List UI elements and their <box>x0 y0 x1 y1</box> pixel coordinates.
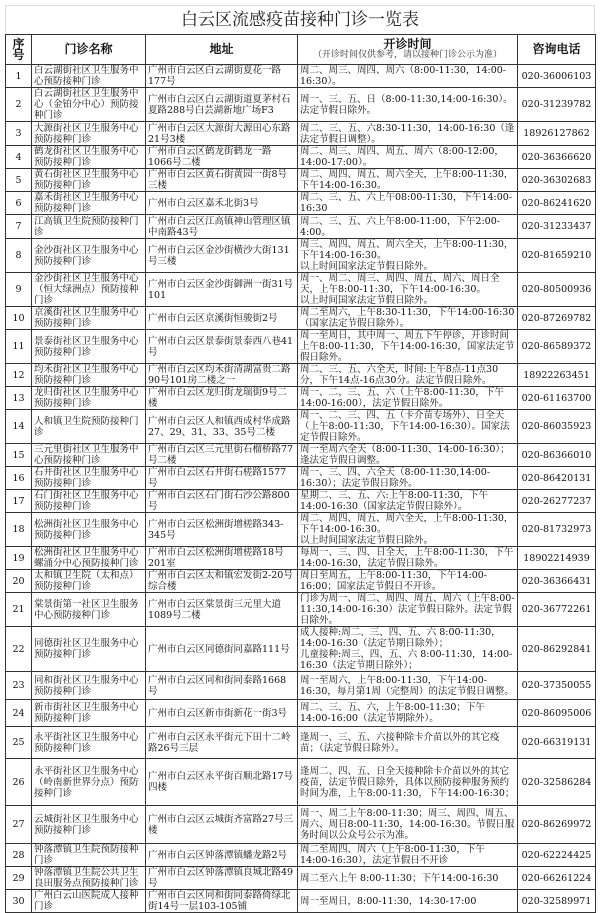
cell-seq: 15 <box>6 444 32 467</box>
cell-seq: 28 <box>6 844 32 867</box>
cell-hours: 周二、三、五、六，上午8:00-11:30；下午14:00-16:00（法定节期除外）。 <box>298 700 518 727</box>
table-row <box>6 806 596 844</box>
cell-name: 太和镇卫生院（太和点）预防接种门诊 <box>32 570 146 593</box>
cell-seq: 8 <box>6 239 32 273</box>
cell-address: 广州市白云区松洲街增槎路343-345号 <box>146 513 298 547</box>
cell-phone: 020-80500936 <box>518 273 596 307</box>
cell-hours: 周一至周日，8:00-11:30，14:30-17:00 <box>298 890 518 913</box>
table-row <box>6 444 596 467</box>
cell-seq: 20 <box>6 570 32 593</box>
cell-seq: 18 <box>6 513 32 547</box>
header-hours-note: （开诊时间仅供参考，请以接种门诊公示为准） <box>312 49 502 60</box>
cell-name: 金沙街社区卫生服务中心预防接种门诊 <box>32 239 146 273</box>
cell-seq: 19 <box>6 547 32 570</box>
header-hours <box>298 35 518 65</box>
cell-hours: 周二至周六，上午8:30-11:30，下午14:00-16:30（国家法定节假日除外）。 <box>298 307 518 330</box>
cell-seq: 29 <box>6 867 32 890</box>
cell-name: 景泰街社区卫生服务中心预防接种门诊 <box>32 330 146 364</box>
cell-hours: 周一至周六全天（8:00-11:30、14:00-16:30）；逢法定节假日调整。 <box>298 444 518 467</box>
cell-name: 云城街社区卫生服务中心预防接种门诊 <box>32 806 146 844</box>
cell-seq: 5 <box>6 169 32 192</box>
cell-hours: 周一、周二上午8:00-11:30；周三、周四、周五、周六、周日8:00-11:30，14:00-16:30。节假日服务时间以公众号公示为准。 <box>298 806 518 844</box>
cell-name: 三元里街社区卫生服务中心预防接种门诊 <box>32 444 146 467</box>
cell-address: 广州市白云区石门街石沙公路800号 <box>146 490 298 513</box>
cell-seq: 10 <box>6 307 32 330</box>
cell-address: 广州市白云区棠景街三元里大道1089号二楼 <box>146 593 298 627</box>
cell-phone: 020-32589971 <box>518 890 596 913</box>
table-row <box>6 88 596 122</box>
cell-hours: 周二、三、五、六8:30-11:30，14:00-16:30（逢法定节假日调整）。 <box>298 122 518 146</box>
table-row <box>6 890 596 913</box>
cell-seq: 17 <box>6 490 32 513</box>
cell-hours: 周日至周五，上午8:00-11:30，下午14:00-16:00；国家法定节假日不开诊。 <box>298 570 518 593</box>
header-name: 门诊名称 <box>32 35 146 65</box>
cell-address: 广州市白云区永平街百顺北路17号四楼 <box>146 759 298 806</box>
cell-name: 广州白云山医院成人接种门诊 <box>32 890 146 913</box>
cell-hours: 周一至周日，其中周一、周五下午停诊，开诊时间上午8:00-11:30，下午14:00-16:30，国家法定节假日除外。 <box>298 330 518 364</box>
cell-seq: 1 <box>6 65 32 88</box>
cell-address: 广州市白云区大源街大源田心东路21号3楼 <box>146 122 298 146</box>
table-row <box>6 759 596 806</box>
table-row <box>6 169 596 192</box>
cell-phone: 020-26277237 <box>518 490 596 513</box>
table-row <box>6 490 596 513</box>
cell-phone: 18902214939 <box>518 547 596 570</box>
cell-seq: 9 <box>6 273 32 307</box>
cell-hours: 周三、周四、周五、周六全天，上午8:00-11:30，下午14:00-16:30。 以上时间国家法定节假日除外。 <box>298 239 518 273</box>
table-row <box>6 844 596 867</box>
table-row <box>6 627 596 672</box>
cell-phone: 020-32586284 <box>518 759 596 806</box>
cell-address: 广州市白云区钟落潭镇蟠龙路2号 <box>146 844 298 867</box>
cell-hours: 周二、三、五、六上午08:00-11:30，下午14:00-16:30 <box>298 192 518 215</box>
cell-name: 鹤龙街社区卫生服务中心预防接种门诊 <box>32 146 146 169</box>
cell-phone: 020-37350055 <box>518 672 596 700</box>
cell-seq: 14 <box>6 410 32 444</box>
cell-seq: 12 <box>6 364 32 387</box>
cell-phone: 020-86292841 <box>518 627 596 672</box>
cell-phone: 020-61163700 <box>518 387 596 410</box>
cell-seq: 23 <box>6 672 32 700</box>
cell-address: 广州市白云区江高镇神山管理区镇中南路43号 <box>146 215 298 239</box>
cell-name: 同和街社区卫生服务中心预防接种门诊 <box>32 672 146 700</box>
cell-seq: 3 <box>6 122 32 146</box>
cell-seq: 24 <box>6 700 32 727</box>
table-row <box>6 65 596 88</box>
table-row <box>6 547 596 570</box>
cell-address: 广州市白云区金沙街御洲一街31号101 <box>146 273 298 307</box>
header-address: 地址 <box>146 35 298 65</box>
cell-hours: 周一、二、三、五、六（上午8:00-11:30，下午14:00-16:00），法定节假日除外。 <box>298 387 518 410</box>
cell-hours: 周一、二、三、四、五（卡介苗专场外）、日全天（上午8:00-11:30，下午14:00-16:30）。国家法定节假日除外。 <box>298 410 518 444</box>
table-row <box>6 513 596 547</box>
clinic-table <box>5 34 596 913</box>
cell-address: 广州市白云区云城街齐富路27号三楼 <box>146 806 298 844</box>
table-row <box>6 307 596 330</box>
cell-address: 广州市白云区石井街石槎路1577号 <box>146 467 298 490</box>
cell-name: 大源街社区卫生服务中心预防接种门诊 <box>32 122 146 146</box>
cell-address: 广州市白云区白云湖街夏花一路177号 <box>146 65 298 88</box>
sheet-title: 白云区流感疫苗接种门诊一览表 <box>5 5 595 34</box>
cell-name: 永平街社区卫生服务中心（岭南新世界分点）预防接种门诊 <box>32 759 146 806</box>
cell-seq: 11 <box>6 330 32 364</box>
cell-name: 钟落潭镇卫生院公共卫生良田服务点预防接种门诊 <box>32 867 146 890</box>
table-header-row <box>6 35 596 65</box>
cell-phone: 020-86589372 <box>518 330 596 364</box>
cell-hours: 成人接种:周二、三、四、五、六 8:00-11:30，14:00-16:30（法定节期日除外）； 儿童接种:周三、四、五、六 8:00-11:30，14:00-16:30（法定节期日除外）； <box>298 627 518 672</box>
cell-phone: 020-36006103 <box>518 65 596 88</box>
cell-address: 广州市白云区京溪街恒骏街2号 <box>146 307 298 330</box>
cell-name: 京溪街社区卫生服务中心预防接种门诊 <box>32 307 146 330</box>
cell-phone: 020-87269782 <box>518 307 596 330</box>
cell-hours: 周二、周四、周五、周六全天，上午8:00-11:30，下午14:00-16:30。 以上时间国家法定节假日除外。 <box>298 513 518 547</box>
cell-address: 广州市白云区太和镇宏发街2-20号综合楼 <box>146 570 298 593</box>
cell-phone: 020-66261224 <box>518 867 596 890</box>
cell-name: 黄石街社区卫生服务中心预防接种门诊 <box>32 169 146 192</box>
cell-name: 松洲街社区卫生服务中心预防接种门诊 <box>32 513 146 547</box>
cell-address: 广州市白云区景泰街景泰西八巷41号 <box>146 330 298 364</box>
cell-name: 石门街社区卫生服务中心预防接种门诊 <box>32 490 146 513</box>
cell-name: 棠景街第一社区卫生服务中心预防接种门诊 <box>32 593 146 627</box>
cell-address: 广州市白云区鹤龙街鹤龙一路1066号二楼 <box>146 146 298 169</box>
cell-hours: 周二、周三、周四、周五、周六（8:00-12:00，14:00-17:00）。 <box>298 146 518 169</box>
cell-address: 广州市白云区龙归街龙瑞街9号二楼 <box>146 387 298 410</box>
cell-address: 广州市白云区同德街同嘉路111号 <box>146 627 298 672</box>
cell-name: 石井街社区卫生服务中心预防接种门诊 <box>32 467 146 490</box>
cell-seq: 30 <box>6 890 32 913</box>
cell-name: 人和镇卫生院预防接种门诊 <box>32 410 146 444</box>
cell-hours: 周一、三、五、日（8:00-11:30,14:00-16:30）。法定节假日除外。 <box>298 88 518 122</box>
cell-seq: 21 <box>6 593 32 627</box>
cell-phone: 18922263451 <box>518 364 596 387</box>
cell-hours: 周二、周四、周五、周六全天，上午8:00-11:30，下午14:00-16:30。 <box>298 169 518 192</box>
cell-phone: 020-36366431 <box>518 570 596 593</box>
cell-name: 松洲街社区卫生服务中心螺涌分中心预防接种门诊 <box>32 547 146 570</box>
cell-phone: 020-36772261 <box>518 593 596 627</box>
header-seq: 序号 <box>6 35 32 65</box>
cell-phone: 020-81732973 <box>518 513 596 547</box>
cell-phone: 020-86035923 <box>518 410 596 444</box>
cell-hours: 周二、周三、周四、周六（8:00-11:30，14:00-16:30）。 <box>298 65 518 88</box>
cell-name: 永平街社区卫生服务中心预防接种门诊 <box>32 727 146 759</box>
table-row <box>6 192 596 215</box>
cell-hours: 门诊为周一、周二、周四、周五、周六（上午8:00-11:30,14:00-16:30）法定节假日除外。法定节假日除外。 <box>298 593 518 627</box>
header-phone: 咨询电话 <box>518 35 596 65</box>
table-row <box>6 273 596 307</box>
cell-phone: 020-36366620 <box>518 146 596 169</box>
cell-seq: 16 <box>6 467 32 490</box>
cell-hours: 周二、三、五、六上午8:00-11:00，下午2:00-4:00。 <box>298 215 518 239</box>
cell-phone: 020-86241620 <box>518 192 596 215</box>
cell-seq: 25 <box>6 727 32 759</box>
cell-hours: 周一、周二、周三、周四、周五、周六、周日全天，上午8:00-11:30，下午14:00-16:30。 以上时间国家法定节假日除外。 <box>298 273 518 307</box>
table-row <box>6 593 596 627</box>
cell-seq: 27 <box>6 806 32 844</box>
cell-address: 广州市白云区三元里街石榴桥路77号二楼 <box>146 444 298 467</box>
cell-name: 同德街社区卫生服务中心预防接种门诊 <box>32 627 146 672</box>
cell-hours: 每周一、三、四、日全天，上午8:00-11:30，下午14:00-16:30，法定节假日除外。 <box>298 547 518 570</box>
table-row <box>6 239 596 273</box>
cell-phone: 020-36302683 <box>518 169 596 192</box>
cell-seq: 22 <box>6 627 32 672</box>
table-row <box>6 867 596 890</box>
cell-address: 广州市白云区钟落潭镇良城北路49号 <box>146 867 298 890</box>
table-row <box>6 672 596 700</box>
cell-phone: 020-81659210 <box>518 239 596 273</box>
cell-address: 广州市白云区同和街同泰路倚绿北街14号一层103-105铺 <box>146 890 298 913</box>
table-row <box>6 122 596 146</box>
cell-address: 广州市白云区新市街新花一街3号 <box>146 700 298 727</box>
table-row <box>6 387 596 410</box>
cell-hours: 周一、三、四、六全天（8:00-11:30,14:00-16:30）；法定节假日除外。 <box>298 467 518 490</box>
table-row <box>6 727 596 759</box>
cell-name: 白云湖街社区卫生服务中心（金铂分中心）预防接种门诊 <box>32 88 146 122</box>
table-row <box>6 467 596 490</box>
cell-name: 金沙街社区卫生服务中心（恒大绿洲点）预防接种门诊 <box>32 273 146 307</box>
cell-hours: 周二至周四、周六（上午8:00-11:30，下午14:00-16:30），法定节假日不开诊 <box>298 844 518 867</box>
table-row <box>6 410 596 444</box>
header-hours-label: 开诊时间 <box>383 36 432 51</box>
cell-name: 江高镇卫生院预防接种门诊 <box>32 215 146 239</box>
cell-seq: 13 <box>6 387 32 410</box>
cell-address: 广州市白云区嘉禾北街3号 <box>146 192 298 215</box>
table-row <box>6 330 596 364</box>
cell-hours: 逢周一、三、五、六接种除卡介苗以外的其它疫苗；（法定节假日除外）。 <box>298 727 518 759</box>
cell-address: 广州市白云区人和镇西成村华成路27、29、31、33、35号二楼 <box>146 410 298 444</box>
cell-name: 新市街社区卫生服务中心预防接种门诊 <box>32 700 146 727</box>
cell-address: 广州市白云区松洲街增槎路18号201室 <box>146 547 298 570</box>
cell-seq: 7 <box>6 215 32 239</box>
cell-hours: 周二、三、五、六全天，时间:上午8点-11点30分，下午14点-16点30分。法定节假日除外。 <box>298 364 518 387</box>
cell-seq: 4 <box>6 146 32 169</box>
cell-phone: 020-86095006 <box>518 700 596 727</box>
cell-phone: 18926127862 <box>518 122 596 146</box>
cell-phone: 020-31233437 <box>518 215 596 239</box>
cell-name: 钟落潭镇卫生院预防接种门诊 <box>32 844 146 867</box>
cell-name: 均禾街社区卫生服务中心预防接种门诊 <box>32 364 146 387</box>
table-row <box>6 364 596 387</box>
cell-phone: 020-86366010 <box>518 444 596 467</box>
vaccine-clinic-sheet <box>5 5 595 913</box>
table-row <box>6 570 596 593</box>
cell-phone: 020-86420131 <box>518 467 596 490</box>
cell-hours: 星期二、三、五、六:上午8:00-11:30，下午14:00-16:30（国家法定节假日除外）。 <box>298 490 518 513</box>
cell-name: 白云湖街社区卫生服务中心预防接种门诊 <box>32 65 146 88</box>
cell-address: 广州市白云区黄石街黄园一街8号三楼 <box>146 169 298 192</box>
cell-hours: 周二至六上午 8:00-11:30；下午14:00-16:30 <box>298 867 518 890</box>
cell-address: 广州市白云区金沙街横沙大街131号三楼 <box>146 239 298 273</box>
cell-name: 龙归街社区卫生服务中心预防接种门诊 <box>32 387 146 410</box>
cell-phone: 020-62224425 <box>518 844 596 867</box>
cell-phone: 020-86269972 <box>518 806 596 844</box>
cell-seq: 6 <box>6 192 32 215</box>
cell-hours: 周一至周六，上午8:00-11:30，下午14:00-16:30，每月第1周（完整周）的法定节假日调整。 <box>298 672 518 700</box>
cell-seq: 2 <box>6 88 32 122</box>
cell-address: 广州市白云区同和街同泰路1668号 <box>146 672 298 700</box>
table-row <box>6 146 596 169</box>
cell-address: 广州市白云区均禾街清湖富贵二路90号101房二楼之一 <box>146 364 298 387</box>
cell-address: 广州市白云区白云湖街道夏茅村石夏路288号白芸湖新地广场F3 <box>146 88 298 122</box>
table-row <box>6 215 596 239</box>
table-row <box>6 700 596 727</box>
cell-name: 嘉禾街社区卫生服务中心预防接种门诊 <box>32 192 146 215</box>
cell-address: 广州市白云区永平街元下田十二岭路26号三层 <box>146 727 298 759</box>
cell-phone: 020-66319131 <box>518 727 596 759</box>
cell-seq: 26 <box>6 759 32 806</box>
cell-hours: 逢周二、四、五、日全天接种除卡介苗以外的其它疫苗，法定节假日除外，具体以预防接种服务预约时间为准，上午8:00-11:30，下午14:00-16:30； <box>298 759 518 806</box>
cell-phone: 020-31239782 <box>518 88 596 122</box>
